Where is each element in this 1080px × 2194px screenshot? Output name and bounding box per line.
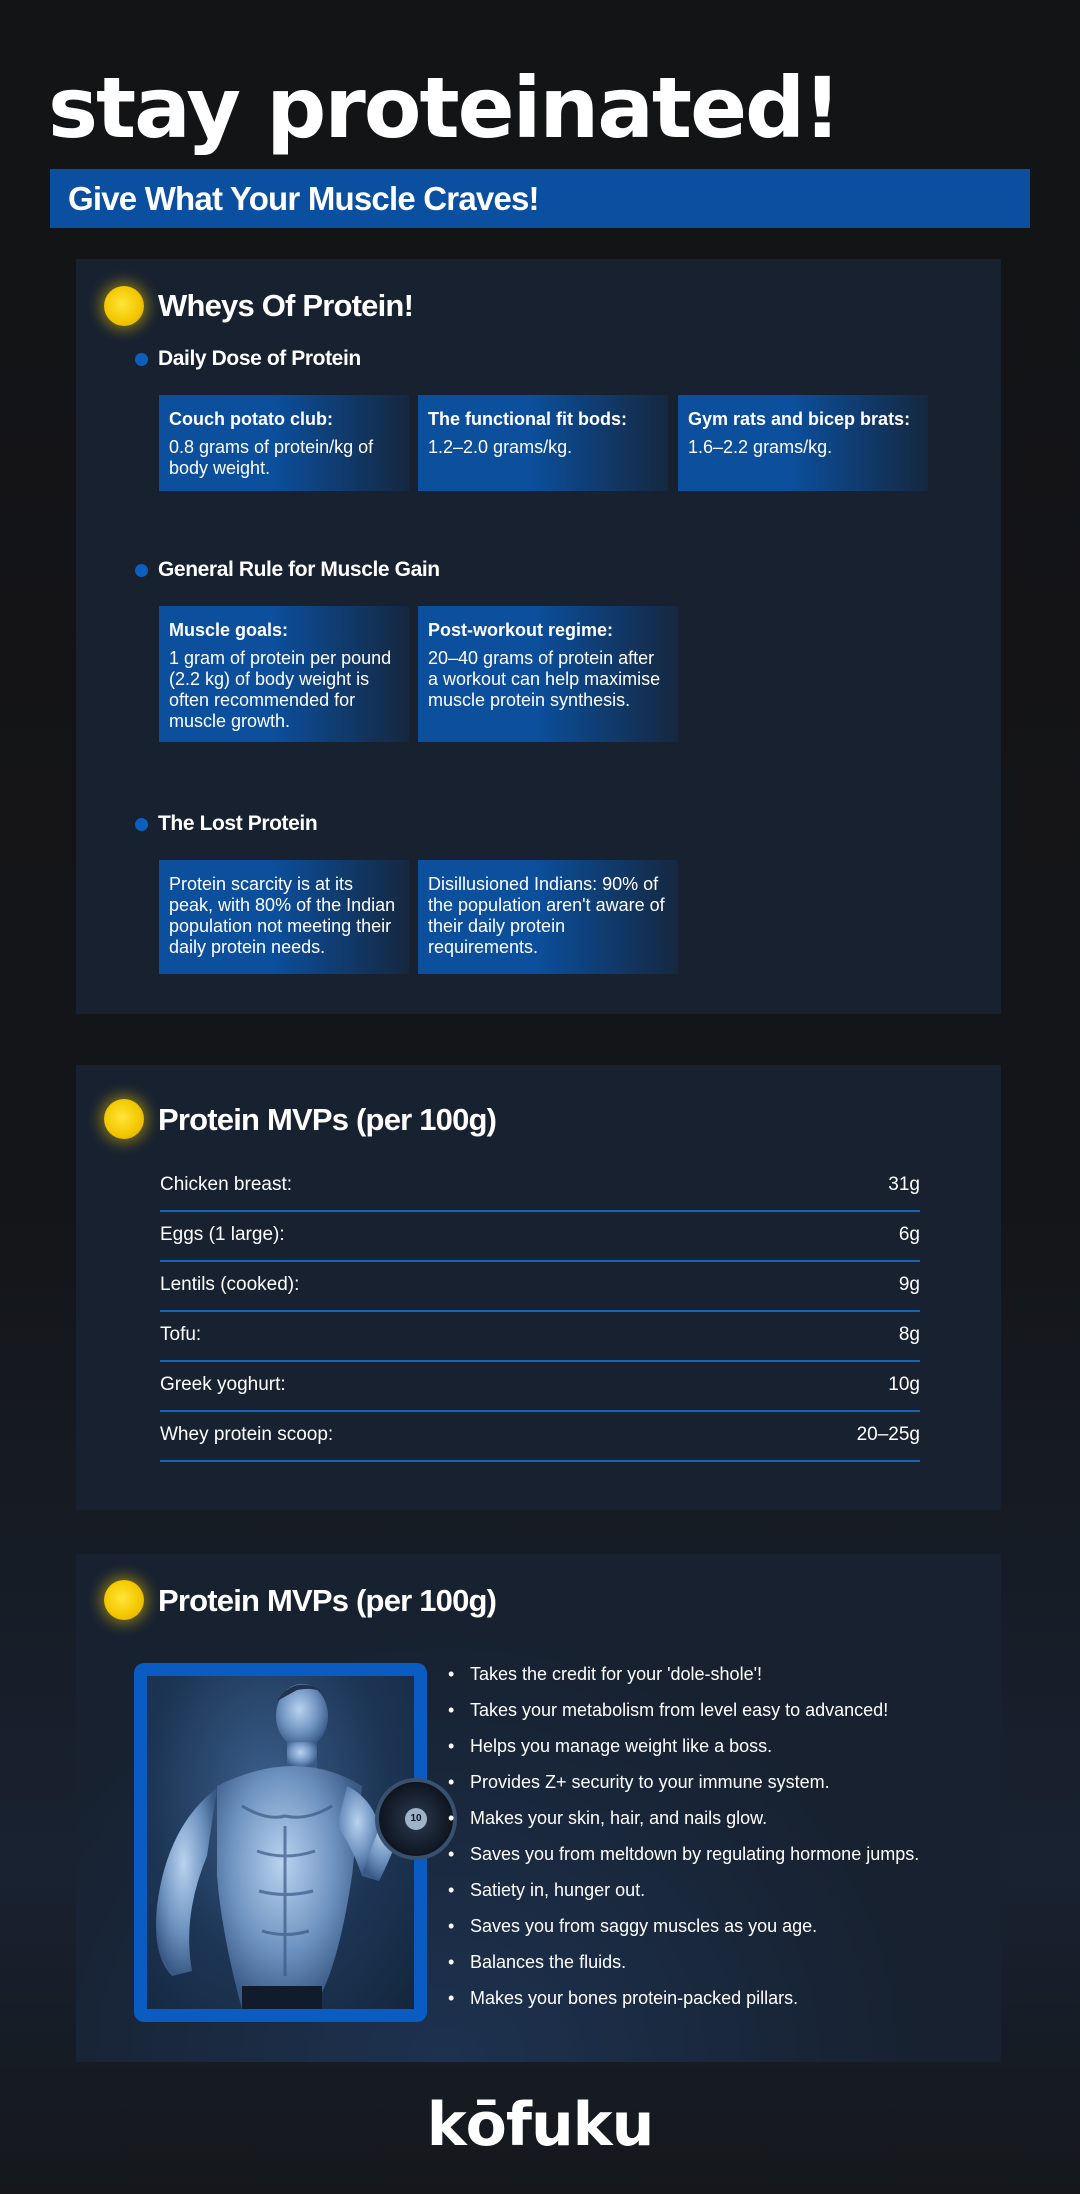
dumbbell-label: 10 <box>405 1808 427 1830</box>
benefit-item: • Provides Z+ security to your immune system. <box>470 1770 830 1794</box>
bullet-dot-icon <box>135 564 148 577</box>
tagline-banner <box>50 169 1030 228</box>
info-card <box>678 395 928 491</box>
food-name: Lentils (cooked): <box>160 1274 300 1295</box>
food-name: Chicken breast: <box>160 1174 293 1195</box>
card-heading: Post-workout regime: <box>428 620 614 640</box>
info-card <box>418 606 678 742</box>
card-body: Disillusioned Indians: 90% of the population aren't aware of their daily protein requirements. <box>428 874 665 957</box>
protein-value: 20–25g <box>856 1424 920 1445</box>
info-card <box>159 395 409 491</box>
group-title-muscle-gain: General Rule for Muscle Gain <box>158 558 440 581</box>
yellow-dot-icon <box>104 1099 144 1139</box>
yellow-dot-icon <box>104 1580 144 1620</box>
card-body: Protein scarcity is at its peak, with 80% of the Indian population not meeting their daily protein needs. <box>169 874 396 957</box>
food-name: Greek yoghurt: <box>160 1374 286 1395</box>
page-title: stay proteinated! <box>48 59 840 157</box>
athlete-illustration <box>147 1676 414 2009</box>
benefit-item: • Takes your metabolism from level easy to advanced! <box>470 1698 888 1722</box>
yellow-dot-icon <box>104 286 144 326</box>
card-body: 1 gram of protein per pound (2.2 kg) of body weight is often recommended for muscle growth. <box>169 648 392 731</box>
card-body: 0.8 grams of protein/kg of body weight. <box>169 437 374 478</box>
tagline-text: Give What Your Muscle Craves! <box>68 179 539 217</box>
food-name: Whey protein scoop: <box>160 1424 334 1445</box>
card-body: 1.6–2.2 grams/kg. <box>688 437 833 457</box>
food-name: Tofu: <box>160 1324 202 1345</box>
info-card <box>418 395 668 491</box>
info-card <box>418 860 678 974</box>
card-body: 20–40 grams of protein after a workout can help maximise muscle protein synthesis. <box>428 648 661 710</box>
brand-logo: kōfuku <box>426 2090 654 2160</box>
section-title: Wheys Of Protein! <box>158 288 414 323</box>
benefit-item: • Helps you manage weight like a boss. <box>470 1734 772 1758</box>
protein-value: 10g <box>888 1374 920 1395</box>
section-title: Protein MVPs (per 100g) <box>158 1102 497 1137</box>
benefit-item: • Makes your skin, hair, and nails glow. <box>470 1806 767 1830</box>
table-row <box>160 1360 920 1412</box>
table-row <box>160 1210 920 1262</box>
protein-value: 31g <box>888 1174 920 1195</box>
card-heading: Muscle goals: <box>169 620 289 640</box>
table-row <box>160 1260 920 1312</box>
card-heading: Gym rats and bicep brats: <box>688 409 911 429</box>
group-title-lost-protein: The Lost Protein <box>158 812 318 835</box>
benefit-item: • Saves you from saggy muscles as you age. <box>470 1914 817 1938</box>
bullet-dot-icon <box>135 353 148 366</box>
benefit-item: • Makes your bones protein-packed pillars. <box>470 1986 798 2010</box>
bullet-dot-icon <box>135 818 148 831</box>
protein-value: 6g <box>898 1224 920 1245</box>
benefit-item: • Takes the credit for your 'dole-shole'! <box>470 1662 762 1686</box>
benefit-item: • Balances the fluids. <box>470 1950 626 1974</box>
card-heading: Couch potato club: <box>169 409 333 429</box>
info-card <box>159 606 409 742</box>
table-row <box>160 1160 920 1212</box>
table-row <box>160 1410 920 1462</box>
protein-value: 8g <box>898 1324 920 1345</box>
dumbbell-icon <box>375 1778 457 1860</box>
benefit-item: • Saves you from meltdown by regulating hormone jumps. <box>470 1842 919 1866</box>
group-title-daily-dose: Daily Dose of Protein <box>158 347 361 370</box>
protein-value: 9g <box>898 1274 920 1295</box>
section-title: Protein MVPs (per 100g) <box>158 1583 497 1618</box>
card-body: 1.2–2.0 grams/kg. <box>428 437 573 457</box>
card-heading: The functional fit bods: <box>428 409 627 429</box>
info-card <box>159 860 409 974</box>
table-row <box>160 1310 920 1362</box>
benefit-item: • Satiety in, hunger out. <box>470 1878 645 1902</box>
food-name: Eggs (1 large): <box>160 1224 285 1245</box>
